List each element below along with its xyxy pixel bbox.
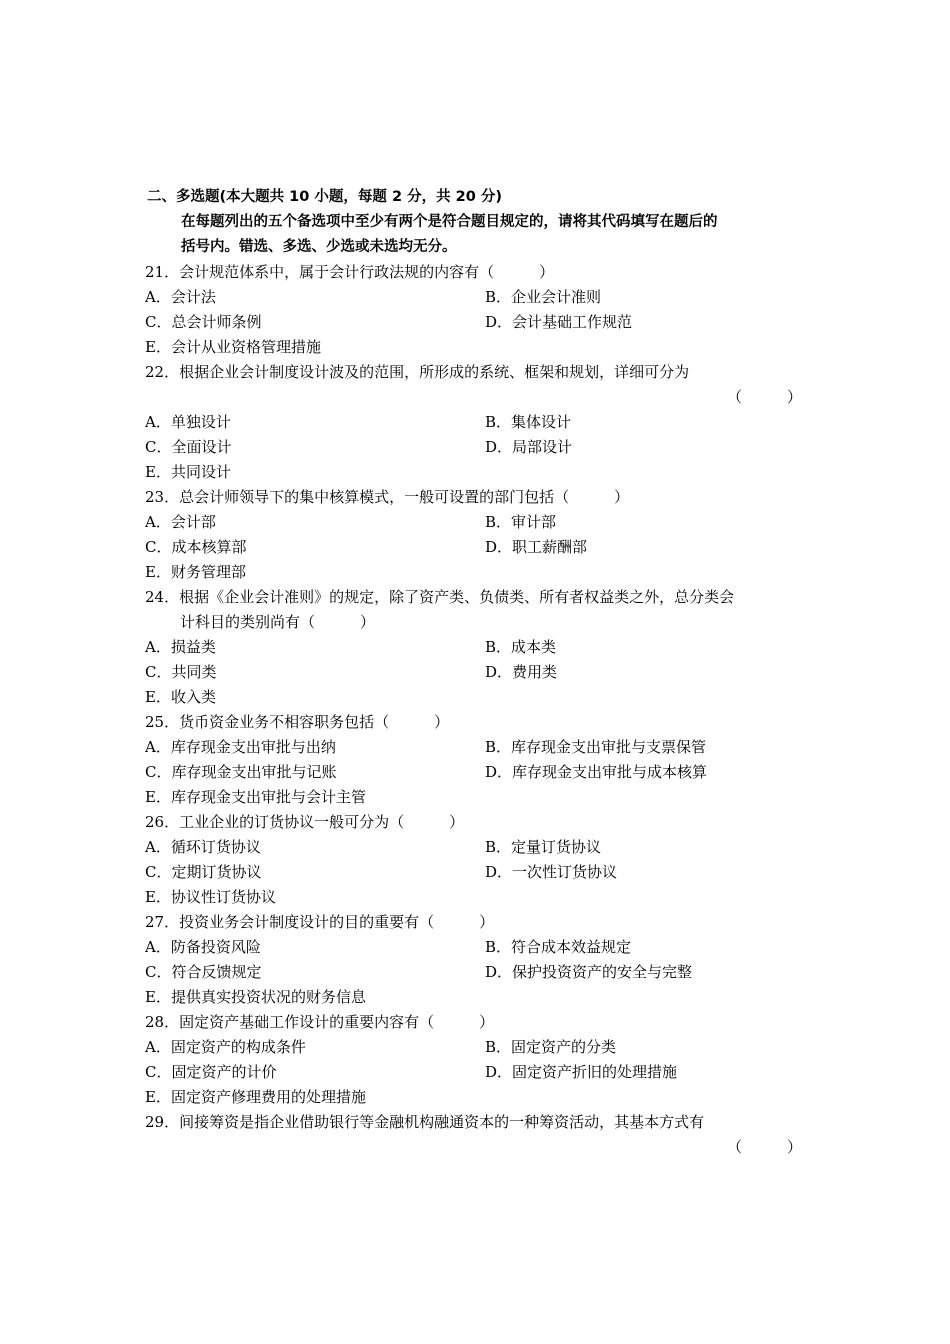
option-a: A．会计法 xyxy=(145,288,216,306)
question-stem: 24．根据《企业会计准则》的规定，除了资产类、负债类、所有者权益类之外，总分类会 xyxy=(145,588,735,606)
option-d: D．一次性订货协议 xyxy=(485,863,618,881)
option-e: E．库存现金支出审批与会计主管 xyxy=(145,788,366,806)
option-e: E．提供真实投资状况的财务信息 xyxy=(145,988,366,1006)
option-row xyxy=(145,835,810,860)
option-a: A．会计部 xyxy=(145,513,216,531)
question-28 xyxy=(145,1010,810,1110)
option-a: A．库存现金支出审批与出纳 xyxy=(145,738,336,756)
answer-blank: （ ） xyxy=(726,1138,802,1156)
option-row xyxy=(145,410,810,435)
option-d: D．局部设计 xyxy=(485,438,573,456)
question-stem: 28．固定资产基础工作设计的重要内容有（ ） xyxy=(145,1013,495,1031)
question-stem-continued: 计科目的类别尚有（ ） xyxy=(180,613,376,631)
option-c: C．全面设计 xyxy=(145,438,232,456)
option-row xyxy=(145,285,810,310)
option-c: C．成本核算部 xyxy=(145,538,247,556)
option-row xyxy=(145,1060,810,1085)
instruction-line-1: 在每题列出的五个备选项中至少有两个是符合题目规定的，请将其代码填写在题后的 xyxy=(181,214,718,230)
option-b: B．固定资产的分类 xyxy=(485,1038,617,1056)
option-b: B．集体设计 xyxy=(485,413,572,431)
option-c: C．定期订货协议 xyxy=(145,863,262,881)
question-stem: 21．会计规范体系中，属于会计行政法规的内容有（ ） xyxy=(145,263,555,281)
option-d: D．费用类 xyxy=(485,663,558,681)
option-row xyxy=(145,735,810,760)
option-d: D．保护投资资产的安全与完整 xyxy=(485,963,693,981)
question-27 xyxy=(145,910,810,1010)
option-b: B．定量订货协议 xyxy=(485,838,602,856)
option-row xyxy=(145,1035,810,1060)
option-d: D．会计基础工作规范 xyxy=(485,313,633,331)
question-29 xyxy=(145,1110,810,1160)
option-row xyxy=(145,660,810,685)
option-e: E．财务管理部 xyxy=(145,563,246,581)
option-e: E．会计从业资格管理措施 xyxy=(145,338,321,356)
instruction-line-2: 括号内。错选、多选、少选或未选均无分。 xyxy=(181,239,457,255)
option-a: A．循环订货协议 xyxy=(145,838,261,856)
option-c: C．共同类 xyxy=(145,663,217,681)
option-d: D．固定资产折旧的处理措施 xyxy=(485,1063,678,1081)
question-stem: 26．工业企业的订货协议一般可分为（ ） xyxy=(145,813,465,831)
option-c: C．库存现金支出审批与记账 xyxy=(145,763,337,781)
option-e: E．协议性订货协议 xyxy=(145,888,276,906)
option-row xyxy=(145,760,810,785)
question-stem: 22．根据企业会计制度设计波及的范围，所形成的系统、框架和规划，详细可分为 xyxy=(145,363,690,381)
option-b: B．库存现金支出审批与支票保管 xyxy=(485,738,707,756)
option-d: D．职工薪酬部 xyxy=(485,538,588,556)
question-22 xyxy=(145,360,810,485)
option-e: E．共同设计 xyxy=(145,463,231,481)
option-row xyxy=(145,535,810,560)
option-row xyxy=(145,510,810,535)
option-c: C．符合反馈规定 xyxy=(145,963,262,981)
section-title: 二、多选题(本大题共 10 小题，每题 2 分，共 20 分) xyxy=(147,189,502,205)
option-row xyxy=(145,935,810,960)
question-stem: 27．投资业务会计制度设计的目的重要有（ ） xyxy=(145,913,495,931)
question-26 xyxy=(145,810,810,910)
option-a: A．损益类 xyxy=(145,638,216,656)
option-a: A．单独设计 xyxy=(145,413,231,431)
question-23 xyxy=(145,485,810,585)
option-row xyxy=(145,635,810,660)
option-b: B．企业会计准则 xyxy=(485,288,602,306)
option-b: B．成本类 xyxy=(485,638,557,656)
option-d: D．库存现金支出审批与成本核算 xyxy=(485,763,708,781)
question-24 xyxy=(145,585,810,710)
option-e: E．收入类 xyxy=(145,688,216,706)
option-a: A．固定资产的构成条件 xyxy=(145,1038,306,1056)
option-row xyxy=(145,860,810,885)
option-b: B．符合成本效益规定 xyxy=(485,938,632,956)
question-21 xyxy=(145,260,810,360)
option-b: B．审计部 xyxy=(485,513,557,531)
question-25 xyxy=(145,710,810,810)
question-list xyxy=(145,260,810,1160)
answer-blank: （ ） xyxy=(726,388,802,406)
option-row xyxy=(145,435,810,460)
option-c: C．总会计师条例 xyxy=(145,313,262,331)
exam-page xyxy=(145,185,810,1160)
option-c: C．固定资产的计价 xyxy=(145,1063,277,1081)
option-e: E．固定资产修理费用的处理措施 xyxy=(145,1088,366,1106)
option-a: A．防备投资风险 xyxy=(145,938,261,956)
option-row xyxy=(145,310,810,335)
question-stem: 25．货币资金业务不相容职务包括（ ） xyxy=(145,713,450,731)
question-stem: 23．总会计师领导下的集中核算模式，一般可设置的部门包括（ ） xyxy=(145,488,630,506)
option-row xyxy=(145,960,810,985)
question-stem: 29．间接筹资是指企业借助银行等金融机构融通资本的一种筹资活动，其基本方式有 xyxy=(145,1113,705,1131)
